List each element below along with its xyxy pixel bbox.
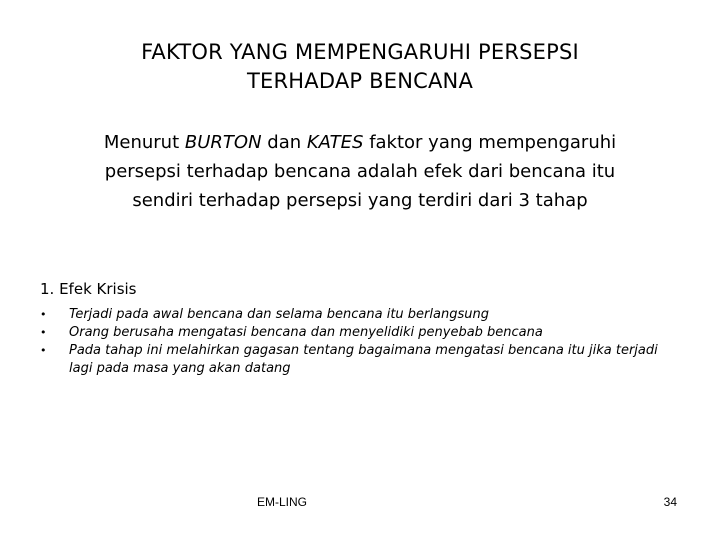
- intro-line-1: [60, 128, 660, 157]
- author-burton: BURTON: [184, 132, 262, 153]
- page-number: 34: [663, 495, 677, 509]
- intro-line-1-rest: faktor yang mempengaruhi: [363, 132, 617, 153]
- intro-conjunction: dan: [261, 132, 307, 153]
- intro-prefix: Menurut: [103, 132, 185, 153]
- author-kates: KATES: [306, 132, 364, 153]
- bullet-text: Terjadi pada awal bencana dan selama bencana itu berlangsung: [69, 307, 489, 322]
- title-line-1: FAKTOR YANG MEMPENGARUHI PERSEPSI: [141, 40, 579, 64]
- title-line-2: TERHADAP BENCANA: [246, 69, 474, 93]
- intro-line-2: persepsi terhadap bencana adalah efek dari bencana itu: [104, 161, 616, 182]
- bullet-icon: •: [40, 308, 47, 321]
- bullet-text: Orang berusaha mengatasi bencana dan menyelidiki penyebab bencana: [69, 325, 543, 340]
- list-item: [40, 324, 680, 342]
- bullet-list: [40, 306, 680, 378]
- intro-paragraph: [60, 128, 660, 215]
- bullet-text: Pada tahap ini melahirkan gagasan tentang bagaimana mengatasi bencana itu jika terjadi lagi pada masa yang akan datang: [69, 343, 658, 376]
- list-item: [40, 342, 680, 378]
- list-item: [40, 306, 680, 324]
- footer-label: EM-LING: [256, 495, 307, 509]
- intro-line-3: sendiri terhadap persepsi yang terdiri dari 3 tahap: [132, 190, 588, 211]
- bullet-icon: •: [40, 344, 47, 357]
- section-heading: 1. Efek Krisis: [40, 280, 137, 298]
- slide-title: [60, 38, 660, 96]
- bullet-icon: •: [40, 326, 47, 339]
